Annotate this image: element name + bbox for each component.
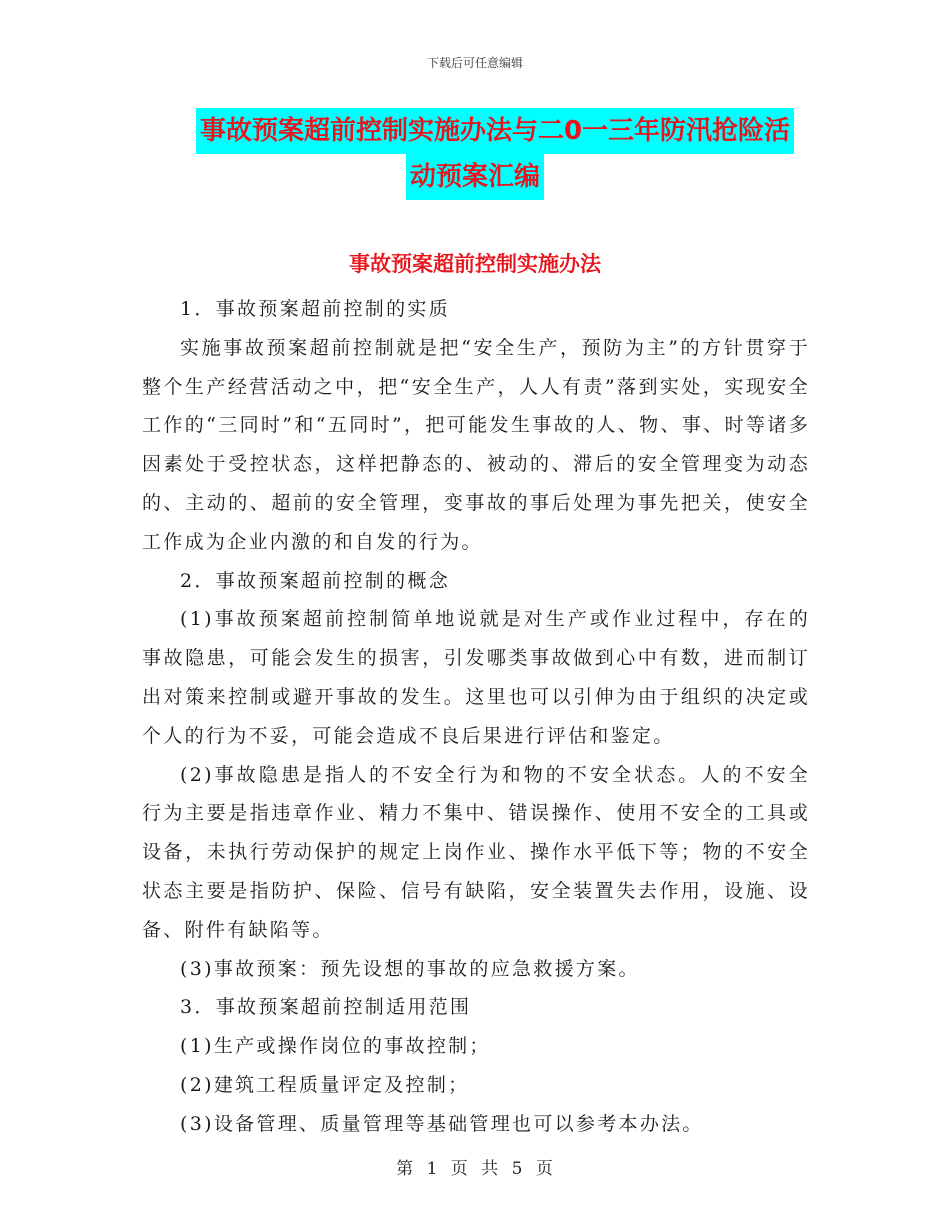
footer-suffix: 页 [535, 1159, 554, 1179]
paragraph: 实施事故预案超前控制就是把“安全生产，预防为主”的方针贯穿于整个生产经营活动之中，把“安全生产，人人有责”落到实处，实现安全工作的“三同时”和“五同时”，把可能发生事故的人、物、事、时等诸多因素处于受控状态，这样把静态的、被动的、滞后的安全管理变为动态的、主动的、超前的安全管理，变事故的事后处理为事先把关，使安全工作成为企业内激的和自发的行为。 [142, 336, 810, 553]
title-line-1: 事故预案超前控制实施办法与二0一三年防汛抢险活 [196, 108, 794, 154]
list-item: (2)建筑工程质量评定及控制； [180, 1073, 470, 1096]
paragraph: (3)事故预案：预先设想的事故的应急救援方案。 [180, 957, 640, 980]
page-footer [0, 1154, 950, 1179]
paragraph: (2)事故隐患是指人的不安全行为和物的不安全状态。人的不安全行为主要是指违章作业、精力不集中、错误操作、使用不安全的工具或设备，未执行劳动保护的规定上岗作业、操作水平低下等；物的不安全状态主要是指防护、保险、信号有缺陷，安全装置失去作用，设施、设备、附件有缺陷等。 [142, 763, 810, 941]
footer-prefix: 第 [396, 1159, 415, 1179]
header-note: 下载后可任意编辑 [426, 56, 523, 70]
paragraph: (1)事故预案超前控制简单地说就是对生产或作业过程中，存在的事故隐患，可能会发生的损害，引发哪类事故做到心中有数，进而制订出对策来控制或避开事故的发生。这里也可以引伸为由于组织的决定或个人的行为不妥，可能会造成不良后果进行评估和鉴定。 [142, 608, 810, 747]
heading-1: 1．事故预案超前控制的实质 [180, 298, 450, 320]
heading-2: 2．事故预案超前控制的概念 [180, 569, 450, 592]
document-body [142, 290, 810, 1144]
page-total: 5 [511, 1159, 524, 1179]
footer-mid: 页 [450, 1159, 469, 1179]
heading-3: 3．事故预案超前控制适用范围 [180, 996, 472, 1019]
list-item: (1)生产或操作岗位的事故控制； [180, 1035, 491, 1058]
footer-total-prefix: 共 [481, 1159, 500, 1179]
list-item: (3)设备管理、质量管理等基础管理也可以参考本办法。 [180, 1112, 704, 1135]
section-title: 事故预案超前控制实施办法 [349, 252, 601, 276]
page-number: 1 [426, 1159, 439, 1179]
document-title [0, 108, 950, 200]
title-line-2: 动预案汇编 [406, 154, 544, 200]
